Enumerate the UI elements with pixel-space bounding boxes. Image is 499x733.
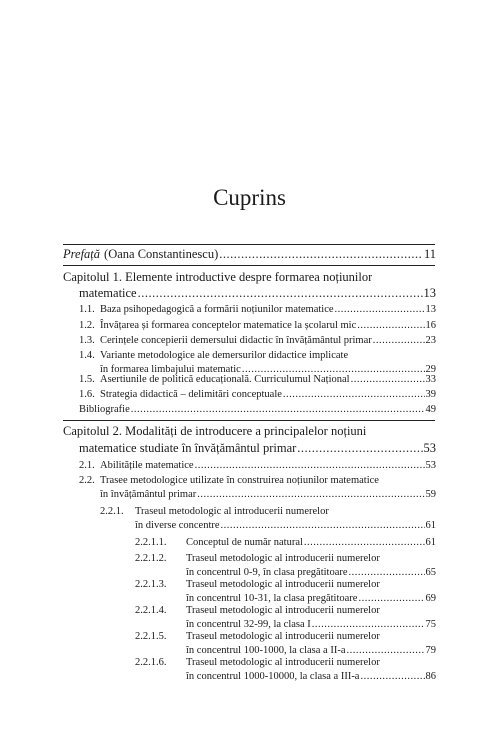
- entry-number: 2.2.1.6.: [135, 657, 167, 668]
- dot-leader: [373, 334, 425, 347]
- toc-item: [100, 388, 436, 401]
- dot-leader: [221, 519, 425, 532]
- dot-leader: [297, 441, 422, 456]
- chapter2-heading-cont-page: 53: [423, 441, 436, 455]
- toc-subsubitem-text: Traseul metodologic al introducerii numerelor: [186, 605, 380, 616]
- toc-subitem-text: Traseul metodologic al introducerii numerelor: [135, 506, 329, 517]
- dot-leader: [219, 247, 423, 262]
- preface-author: (Oana Constantinescu): [104, 247, 219, 261]
- bibliography-entry-page: 49: [425, 404, 436, 415]
- toc-item-page: 59: [425, 489, 436, 500]
- toc-item-text: Trasee metodologice utilizate în construirea noțiunilor matematice: [100, 475, 379, 486]
- dot-leader: [335, 303, 425, 316]
- toc-subsubitem-page: 75: [425, 619, 436, 630]
- entry-number: 2.2.1.4.: [135, 605, 167, 616]
- dot-leader: [304, 536, 425, 549]
- toc-subsubitem-page: 61: [425, 537, 436, 548]
- toc-subitem-page: 61: [425, 520, 436, 531]
- page-title: Cuprins: [213, 185, 286, 210]
- preface-entry: [63, 247, 436, 262]
- preface-entry-page: 11: [423, 247, 436, 261]
- toc-item-text: Învățarea și formarea conceptelor matematice la școlarul mic: [100, 320, 357, 331]
- toc-item-page: 53: [425, 460, 436, 471]
- toc-item-page: 13: [425, 304, 436, 315]
- toc-item-page: 23: [425, 335, 436, 346]
- dot-leader: [283, 388, 425, 401]
- divider-rule: [63, 265, 435, 266]
- toc-item: [100, 319, 436, 332]
- toc-subsubitem-text: Traseul metodologic al introducerii numerelor: [186, 631, 380, 642]
- divider-rule: [63, 420, 435, 421]
- toc-subsubitem: [186, 536, 436, 549]
- toc-item: [100, 488, 436, 501]
- entry-number: 1.4.: [79, 350, 95, 361]
- bibliography-entry: [79, 403, 436, 416]
- toc-subsubitem-text: Traseul metodologic al introducerii numerelor: [186, 579, 380, 590]
- toc-subitem-text: în diverse concentre: [135, 520, 220, 531]
- toc-subsubitem-text: Conceptul de număr natural: [186, 537, 303, 548]
- toc-item-text: Variante metodologice ale demersurilor didactice implicate: [100, 350, 349, 361]
- toc-item-text: Abilitățile matematice: [100, 460, 194, 471]
- entry-number: 2.2.1.5.: [135, 631, 167, 642]
- dot-leader: [195, 459, 425, 472]
- toc-subsubitem-text: în concentrul 1000-10000, la clasa a III-a: [186, 671, 360, 682]
- preface-entry-text: Prefață: [63, 247, 101, 261]
- toc-item-text: Baza psihopedagogică a formării noțiunilor matematice: [100, 304, 334, 315]
- entry-number: 2.2.1.3.: [135, 579, 167, 590]
- toc-item-text: Asertiunile de politică educațională. Curriculumul Național: [100, 374, 350, 385]
- toc-item-text: Strategia didactică – delimitări conceptuale: [100, 389, 282, 400]
- toc-subsubitem-text: în concentrul 0-9, în clasa pregătitoare: [186, 567, 348, 578]
- toc-subsubitem: [186, 670, 436, 683]
- bibliography-entry-text: Bibliografie: [79, 404, 130, 415]
- entry-number: 1.2.: [79, 320, 95, 331]
- toc-item-page: 39: [425, 389, 436, 400]
- chapter2-heading-cont-text: matematice studiate în învățământul primar: [79, 441, 297, 455]
- toc-subsubitem-page: 65: [425, 567, 436, 578]
- toc-item-page: 33: [425, 374, 436, 385]
- entry-number: 2.1.: [79, 460, 95, 471]
- dot-leader: [357, 319, 424, 332]
- entry-number: 2.2.1.: [100, 506, 124, 517]
- dot-leader: [138, 286, 423, 301]
- toc-subitem: [135, 519, 436, 532]
- entry-number: 1.6.: [79, 389, 95, 400]
- entry-number: 1.1.: [79, 304, 95, 315]
- entry-number: 1.5.: [79, 374, 95, 385]
- toc-item-text: în învățământul primar: [100, 489, 197, 500]
- divider-rule: [63, 244, 435, 245]
- dot-leader: [197, 488, 424, 501]
- toc-subsubitem-page: 86: [425, 671, 436, 682]
- chapter2-heading: Capitolul 2. Modalități de introducere a principalelor noțiuni: [63, 424, 367, 438]
- toc-item: [100, 303, 436, 316]
- toc-subsubitem-text: în concentrul 100-1000, la clasa a II-a: [186, 645, 346, 656]
- toc-item: [100, 334, 436, 347]
- chapter2-heading-cont: [79, 441, 436, 456]
- toc-subsubitem-page: 79: [425, 645, 436, 656]
- toc-subsubitem-text: în concentrul 10-31, la clasa pregătitoare: [186, 593, 358, 604]
- dot-leader: [351, 373, 425, 386]
- toc-item: [100, 459, 436, 472]
- toc-item-page: 29: [425, 364, 436, 375]
- entry-number: 2.2.1.1.: [135, 537, 167, 548]
- entry-number: 2.2.1.2.: [135, 553, 167, 564]
- toc-item-text: în formarea limbajului matematic: [100, 364, 241, 375]
- chapter1-heading: Capitolul 1. Elemente introductive despre formarea noțiunilor: [63, 270, 373, 284]
- toc-subsubitem-page: 69: [425, 593, 436, 604]
- toc-subsubitem-text: Traseul metodologic al introducerii numerelor: [186, 657, 380, 668]
- toc-item-page: 16: [425, 320, 436, 331]
- toc-subsubitem-text: în concentrul 32-99, la clasa I: [186, 619, 311, 630]
- dot-leader: [360, 670, 424, 683]
- entry-number: 1.3.: [79, 335, 95, 346]
- chapter1-heading-cont: [79, 286, 436, 301]
- entry-number: 2.2.: [79, 475, 95, 486]
- chapter1-heading-cont-page: 13: [423, 286, 436, 300]
- toc-item: [100, 373, 436, 386]
- chapter1-heading-cont-text: matematice: [79, 286, 137, 300]
- toc-subsubitem-text: Traseul metodologic al introducerii numerelor: [186, 553, 380, 564]
- dot-leader: [131, 403, 425, 416]
- toc-item-text: Cerințele concepierii demersului didactic în învățământul primar: [100, 335, 372, 346]
